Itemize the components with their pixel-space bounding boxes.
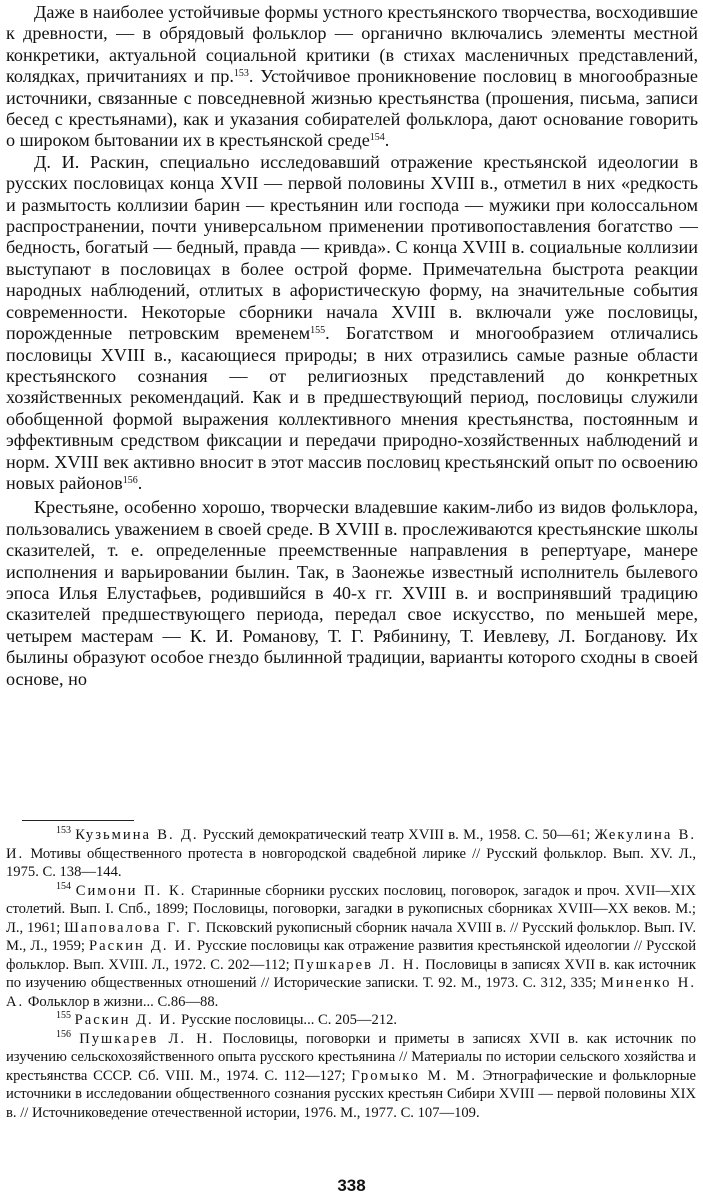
paragraph-1: Даже в наиболее устойчивые формы устного крестьянского творчества, восходившие к древности, — в обрядовый фольклор — органично включались элементы местной конкретики, актуальной социальной критики (в стихах масленичных представлений, колядках, причитаниях и пр.$^{153}$. Устойчивое проникновение пословиц в многообразные источники, связанные с повседневной жизнью крестьянства (прошения, письма, записи бесед с крестьянами), как и указания собирателей фольклора, дают основание говорить о широком бытовании их в крестьянской среде$^{154}$. [6,2,698,151]
footnote-ref-155: 155 [310,325,326,337]
paragraph-2: Д. И. Раскин, специально исследовавший отражение крестьянской идеологии в русских пословицах конца XVII — первой половины XVIII в., отметил в них «редкость и размытость коллизии барин — крестьянин или господа — мужики при колоссальном распространении, почти универсальном применении противопоставления богатство — бедность, богатый — бедный, правда — кривда». С конца XVIII в. социальные коллизии выступают в пословицах в более острой форме. Примечательна быстрота реакции народных наблюдений, отлитых в афористическую форму, на значительные события современности. Некоторые сборники начала XVIII в. включали уже пословицы, порожденные петровским временем$^{155}$. Богатством и многообразием отличались пословицы XVIII в., касающиеся природы; в них отразились самые разные области крестьянского сознания — от религиозных представлений до конкретных хозяйственных рекомендаций. Как и в предшествующий период, пословицы служили обобщенной формой выражения коллективного мнения крестьянства, постоянным и эффективным средством фиксации и передачи природно-хозяйственных наблюдений и норм. XVIII век активно вносит в этот массив пословиц крестьянский опыт по освоению новых районов$^{156}$. [6,151,698,493]
footnote-155: $^{155}$ Раскин Д. И. Русские пословицы... С. 205—212. [56,1010,398,1028]
paragraph-3: Крестьяне, особенно хорошо, творчески владевшие каким-либо из видов фольклора, пользовались уважением в своей среде. В XVIII в. прослеживаются крестьянские школы сказителей, т. е. определенные преемственные направления в репертуаре, манере исполнения и варьировании былин. Так, в Заонежье известный исполнитель былевого эпоса Илья Елустафьев, родившийся в 40-х гг. XVIII в. и воспринявший традицию сказителей предшествующего периода, передал свое искусство, по меньшей мере, четырем мастерам — К. И. Романову, Т. Г. Рябинину, Т. Иевлеву, Л. Богданову. Их былины образуют особое гнездо былинной традиции, варианты которого сходны в своей основе, но [6,497,698,689]
footnote-154: $^{154}$ Симони П. К. Старинные сборники русских пословиц, поговорок, загадок и проч. XVII—XIX столетий. Вып. I. Спб., 1899; Пословицы, поговорки, загадки в рукописных сборниках XVIII—XX веков. М.; Л., 1961; Шаповалова Г. Г. Псковский рукописный сборник начала XVIII в. // Русский фольклор. Вып. IV. М., Л., 1959; Раскин Д. И. Русские пословицы как отражение развития крестьянской идеологии // Русской фольклор. Вып. XVIII. Л., 1972. С. 202—112; Пушкарев Л. Н. Пословицы в записях XVII в. как источник по изучению общественных отношений // Исторические записки. Т. 92. М., 1973. С. 312, 335; Миненко Н. А. Фольклор в жизни... С.86—88. [6,880,697,1010]
page-number: 338 [337,1176,366,1195]
main-text [6,2,698,690]
footnote-156: $^{156}$ Пушкарев Л. Н. Пословицы, поговорки и приметы в записях XVII в. как источник по изучению сельскохозяйственного опыта русского крестьянина // Материалы по истории сельского хозяйства и крестьянства СССР. Сб. VIII. М., 1974. С. 112—127; Громыко М. М. Этнографические и фольклорные источники в исследовании общественного сознания русских крестьян Сибири XVIII — первой половины XIX в. // Источниковедение отечественной истории, 1976. М., 1977. С. 107—109. [6,1028,697,1121]
footnote-ref-153: 153 [233,68,249,80]
footnote-153: $^{153}$ Кузьмина В. Д. Русский демократический театр XVIII в. М., 1958. С. 50—61; Жекулина В. И. Мотивы общественного протеста в новгородской свадебной лирике // Русский фольклор. Вып. XV. Л., 1975. С. 138—144. [6,825,696,880]
footnotes [6,826,696,1122]
footnote-divider [22,820,134,821]
footnote-ref-156: 156 [122,474,138,486]
footnote-ref-154: 154 [369,132,385,144]
